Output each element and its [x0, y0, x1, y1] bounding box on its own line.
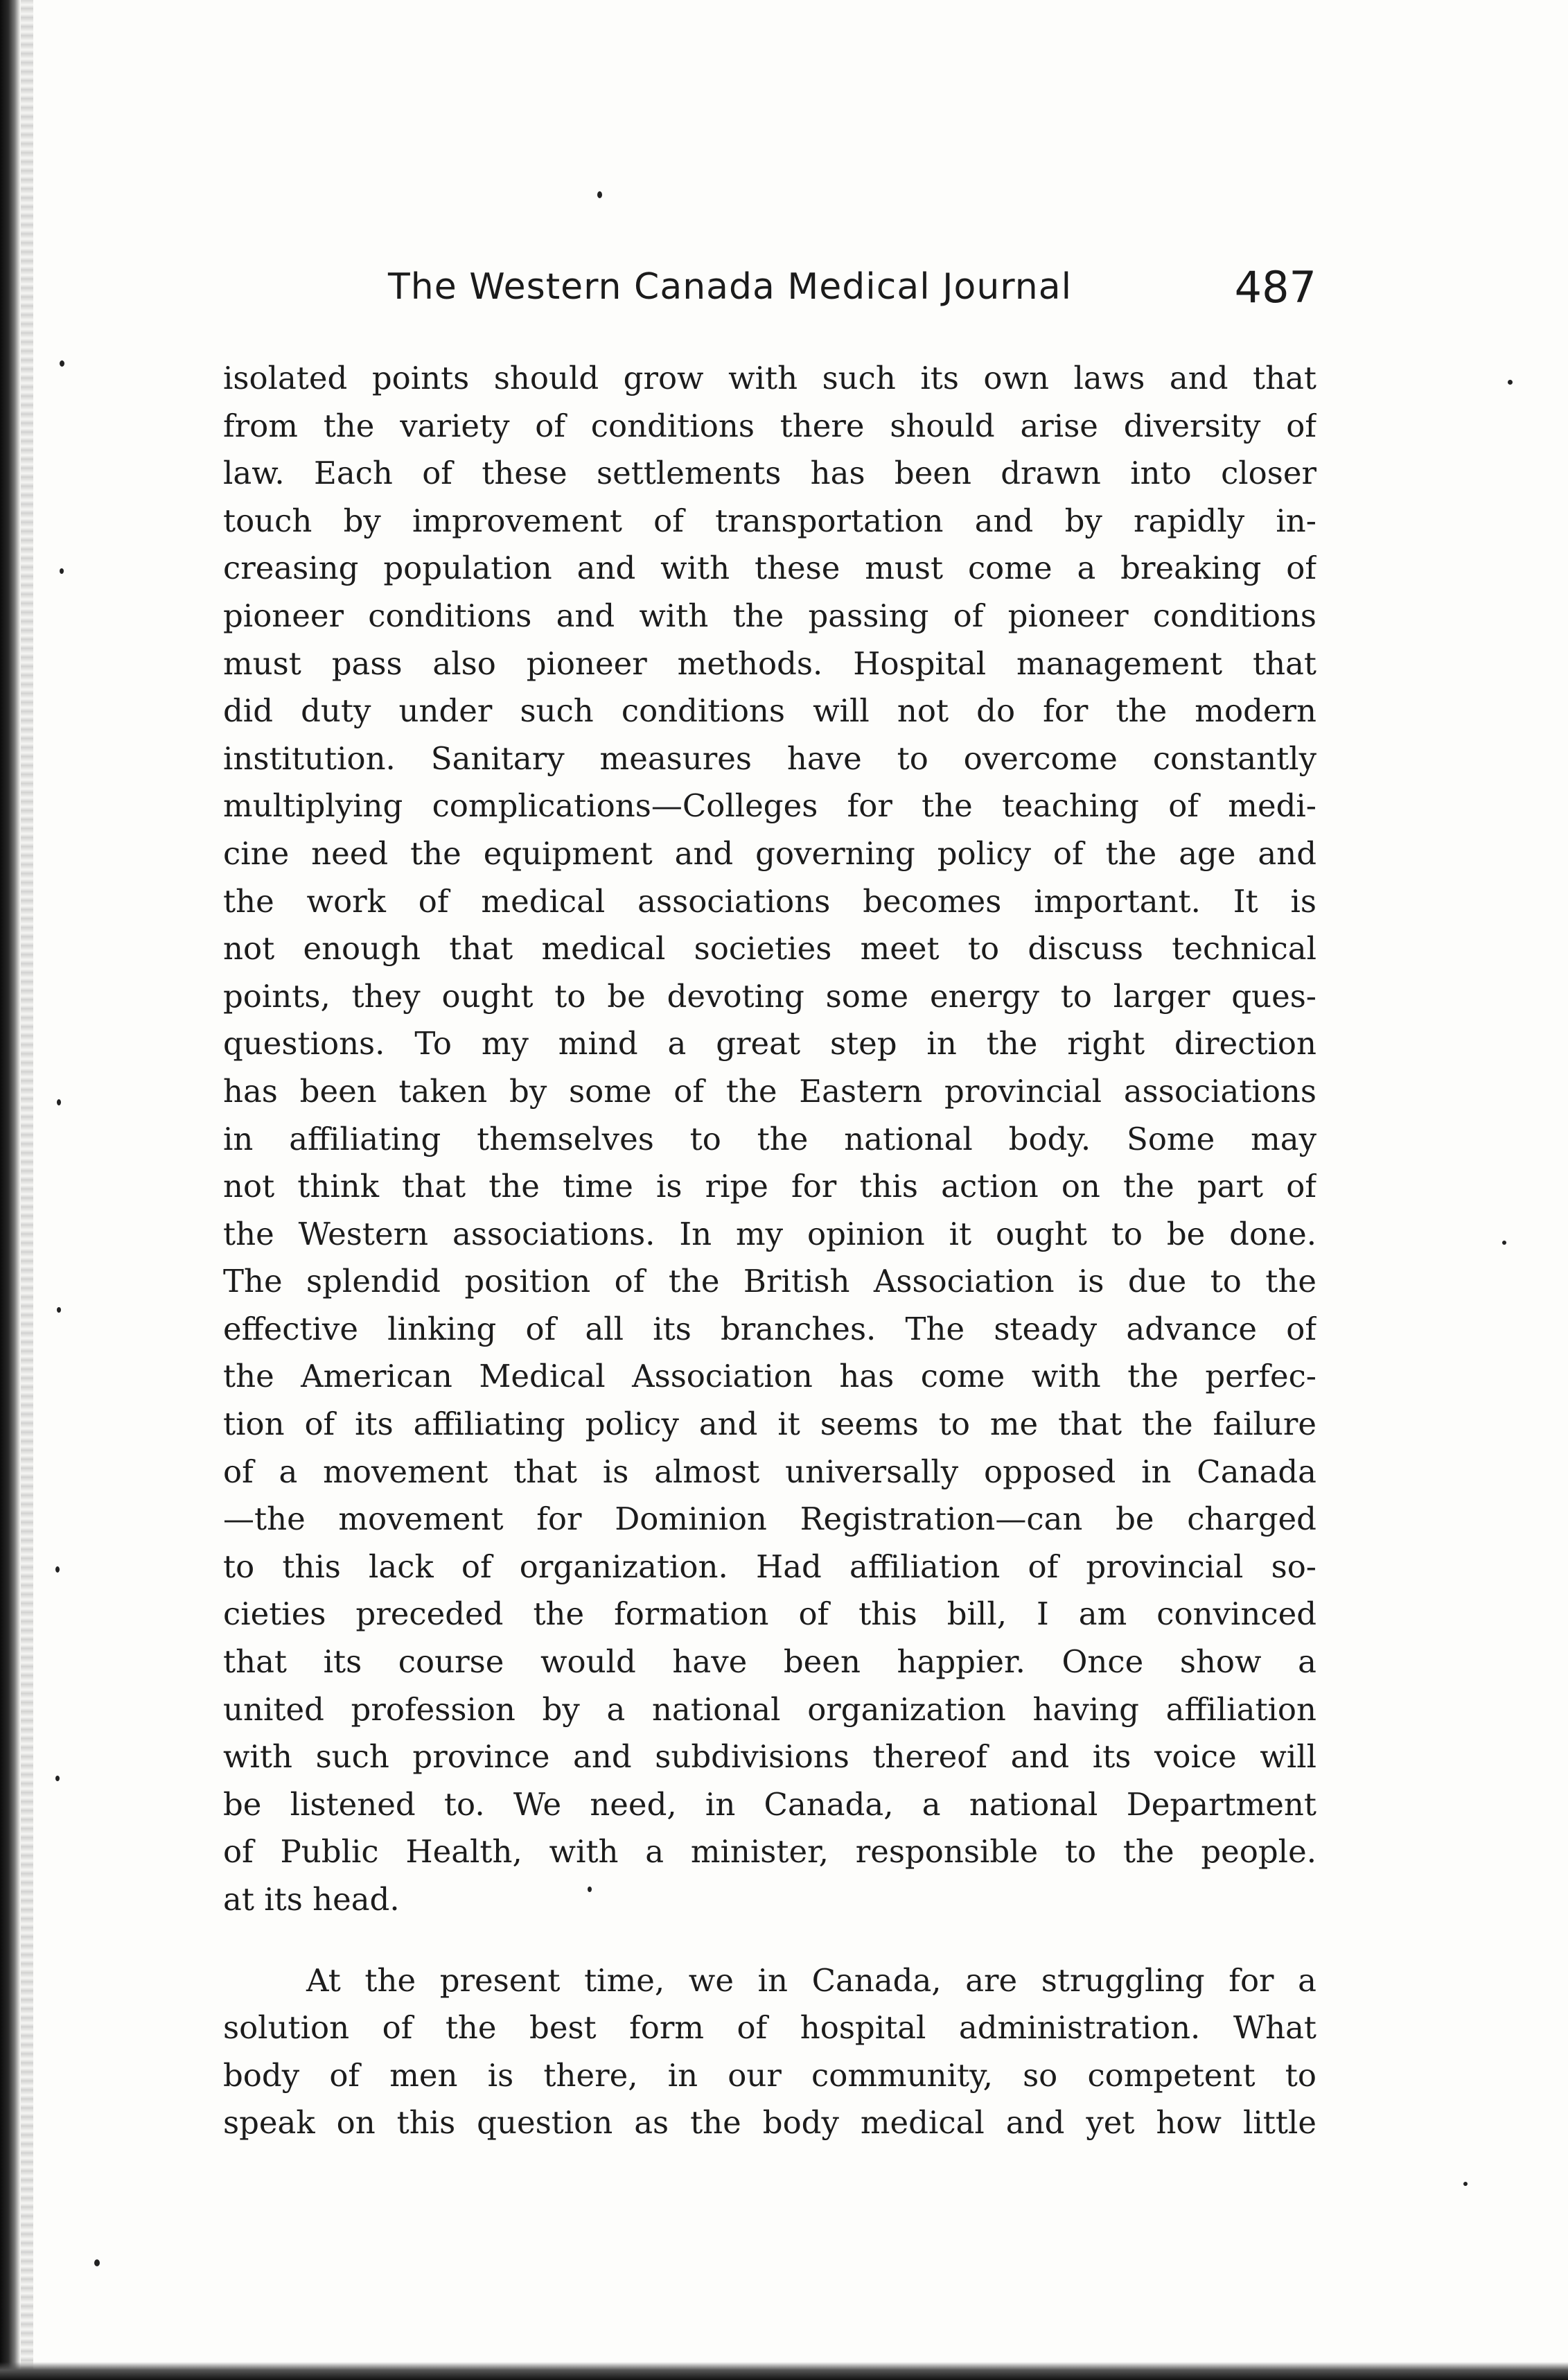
text-line: cieties preceded the formation of this bill, I am convinced: [223, 1595, 1316, 1633]
scan-speck: [55, 1776, 60, 1781]
text-line: united profession by a national organization having affiliation: [223, 1690, 1316, 1728]
text-line: multiplying complications—Colleges for the teaching of medi-: [223, 787, 1316, 825]
text-line: the Western associations. In my opinion it ought to be done.: [223, 1215, 1316, 1252]
text-line: law. Each of these settlements has been drawn into closer: [223, 455, 1316, 492]
text-line: must pass also pioneer methods. Hospital management that: [223, 645, 1316, 682]
text-line: in affiliating themselves to the national body. Some may: [223, 1120, 1316, 1157]
text-line: questions. To my mind a great step in the right direction: [223, 1025, 1316, 1062]
text-line: the work of medical associations becomes important. It is: [223, 882, 1316, 920]
text-line: of a movement that is almost universally opposed in Canada: [223, 1453, 1316, 1490]
bottom-page-edge: [0, 2362, 1568, 2380]
text-line: —the movement for Dominion Registration—can be charged: [223, 1500, 1316, 1538]
scan-speck: [60, 360, 64, 367]
scan-speck: [57, 1307, 61, 1313]
running-title: The Western Canada Medical Journal: [388, 266, 1073, 308]
scan-speck: [60, 568, 64, 574]
text-line: did duty under such conditions will not do for the modern: [223, 692, 1316, 730]
scan-speck: [1502, 1241, 1506, 1245]
scan-speck: [55, 1566, 60, 1573]
text-line: has been taken by some of the Eastern provincial associations: [223, 1072, 1316, 1110]
scan-speck: [94, 2259, 100, 2266]
binding-edge: [0, 0, 21, 2380]
text-line: the American Medical Association has come with the perfec-: [223, 1358, 1316, 1395]
body-text: [223, 355, 1316, 2147]
text-line: be listened to. We need, in Canada, a national Department: [223, 1785, 1316, 1823]
text-line: isolated points should grow with such its own laws and that: [223, 360, 1316, 396]
text-line: body of men is there, in our community, so competent to: [223, 2056, 1316, 2094]
text-line: cine need the equipment and governing policy of the age and: [223, 834, 1316, 872]
text-line: tion of its affiliating policy and it seems to me that the failure: [223, 1406, 1316, 1443]
text-line: pioneer conditions and with the passing of pioneer conditions: [223, 597, 1316, 634]
text-line: that its course would have been happier. Once show a: [223, 1643, 1316, 1681]
text-line: at its head.: [223, 1881, 400, 1918]
text-line: speak on this question as the body medical and yet how little: [223, 2104, 1316, 2142]
text-line: At the present time, we in Canada, are struggling for a: [306, 1961, 1316, 1999]
text-line: institution. Sanitary measures have to overcome constantly: [223, 740, 1316, 777]
text-line: with such province and subdivisions thereof and its voice will: [223, 1738, 1316, 1776]
text-line: The splendid position of the British Association is due to the: [223, 1263, 1316, 1300]
paragraph-break: [223, 1924, 1316, 1957]
text-line: points, they ought to be devoting some energy to larger ques-: [223, 977, 1316, 1015]
text-line: from the variety of conditions there should arise diversity of: [223, 407, 1316, 444]
text-line: creasing population and with these must come a breaking of: [223, 550, 1316, 587]
text-line: not think that the time is ripe for this action on the part of: [223, 1168, 1316, 1205]
text-line: to this lack of organization. Had affiliation of provincial so-: [223, 1548, 1316, 1585]
text-line: of Public Health, with a minister, responsible to the people.: [223, 1833, 1316, 1871]
paragraph: [223, 355, 1316, 1924]
scan-speck: [1463, 2182, 1468, 2186]
text-line: solution of the best form of hospital administration. What: [223, 2009, 1316, 2047]
text-line: not enough that medical societies meet to discuss technical: [223, 930, 1316, 968]
text-line: effective linking of all its branches. The steady advance of: [223, 1310, 1316, 1347]
scan-speck: [1508, 380, 1513, 385]
paragraph: [223, 1957, 1316, 2147]
binding-edge-texture: [21, 0, 33, 2380]
scan-speck: [57, 1099, 61, 1105]
page-number: 487: [1234, 262, 1316, 313]
page-header: [388, 262, 1316, 324]
text-line: touch by improvement of transportation and by rapidly in-: [223, 502, 1316, 539]
scan-speck: [597, 191, 602, 198]
